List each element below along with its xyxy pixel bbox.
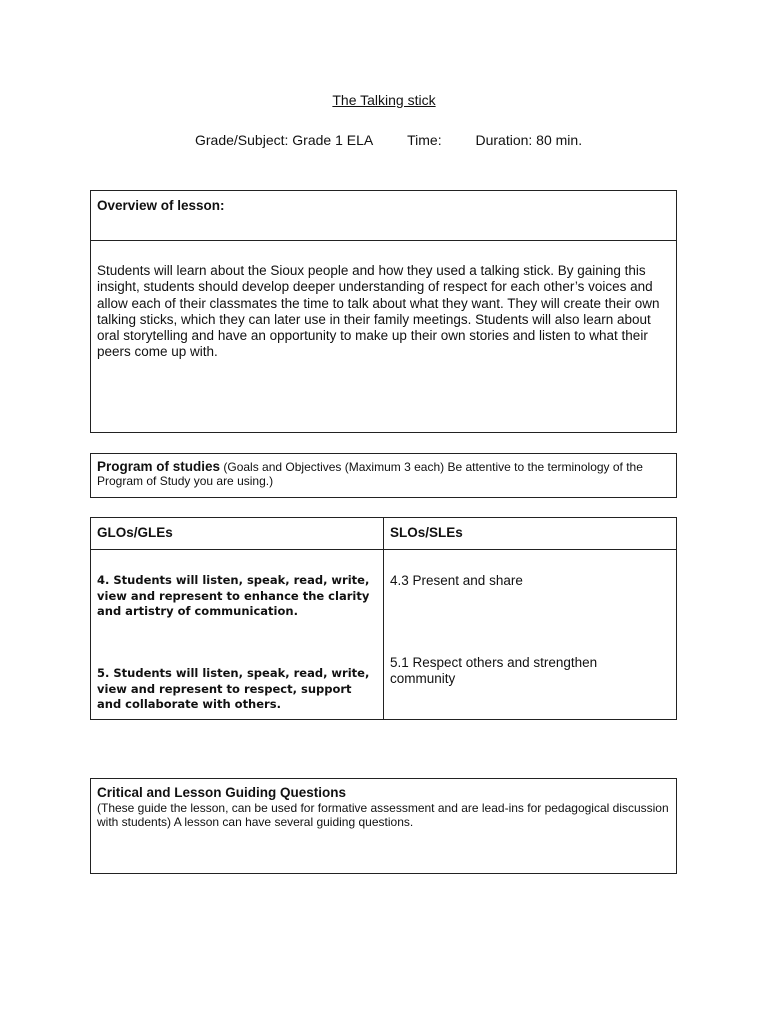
glo-column (91, 550, 384, 719)
overview-body: Students will learn about the Sioux people and how they used a talking stick. By gaining this insight, students should develop deeper understanding of respect for each other’s voices and allow each of their classmates the time to talk about what they want. They will create their own talking sticks, which they can later use in their family meetings. Students will also learn about oral storytelling and have an opportunity to make up their own stories and listen to what their peers come up with. (97, 263, 660, 360)
outcomes-header-row (91, 518, 676, 550)
lesson-meta (195, 132, 582, 148)
overview-box (90, 190, 677, 433)
duration-label: Duration: 80 min. (475, 132, 583, 148)
guiding-description: (These guide the lesson, can be used for formative assessment and are lead-ins for pedagogical discussion with students) A lesson can have several guiding questions. (97, 801, 669, 829)
glo-item: 5. Students will listen, speak, read, write, view and represent to respect, support and collaborate with others. (97, 666, 370, 711)
guiding-heading: Critical and Lesson Guiding Questions (97, 785, 347, 800)
outcomes-table (90, 517, 677, 720)
program-heading: Program of studies (97, 459, 221, 474)
program-description: (Goals and Objectives (Maximum 3 each) Be attentive to the terminology of the Program of Study you are using.) (97, 460, 643, 488)
glo-item: 4. Students will listen, speak, read, write, view and represent to enhance the clarity and artistry of communication. (97, 573, 370, 618)
slo-column (384, 550, 676, 719)
guiding-questions-box (90, 778, 677, 874)
document-title: The Talking stick (332, 92, 436, 108)
slo-item: 5.1 Respect others and strengthen community (390, 655, 598, 686)
outcomes-body-row (91, 550, 676, 719)
grade-subject: Grade/Subject: Grade 1 ELA (195, 132, 374, 148)
overview-heading: Overview of lesson: (91, 191, 676, 241)
time-label: Time: (407, 132, 442, 148)
program-of-studies-box (90, 453, 677, 498)
glo-header: GLOs/GLEs (91, 518, 384, 549)
slo-header: SLOs/SLEs (390, 525, 463, 540)
slo-item: 4.3 Present and share (390, 573, 523, 588)
